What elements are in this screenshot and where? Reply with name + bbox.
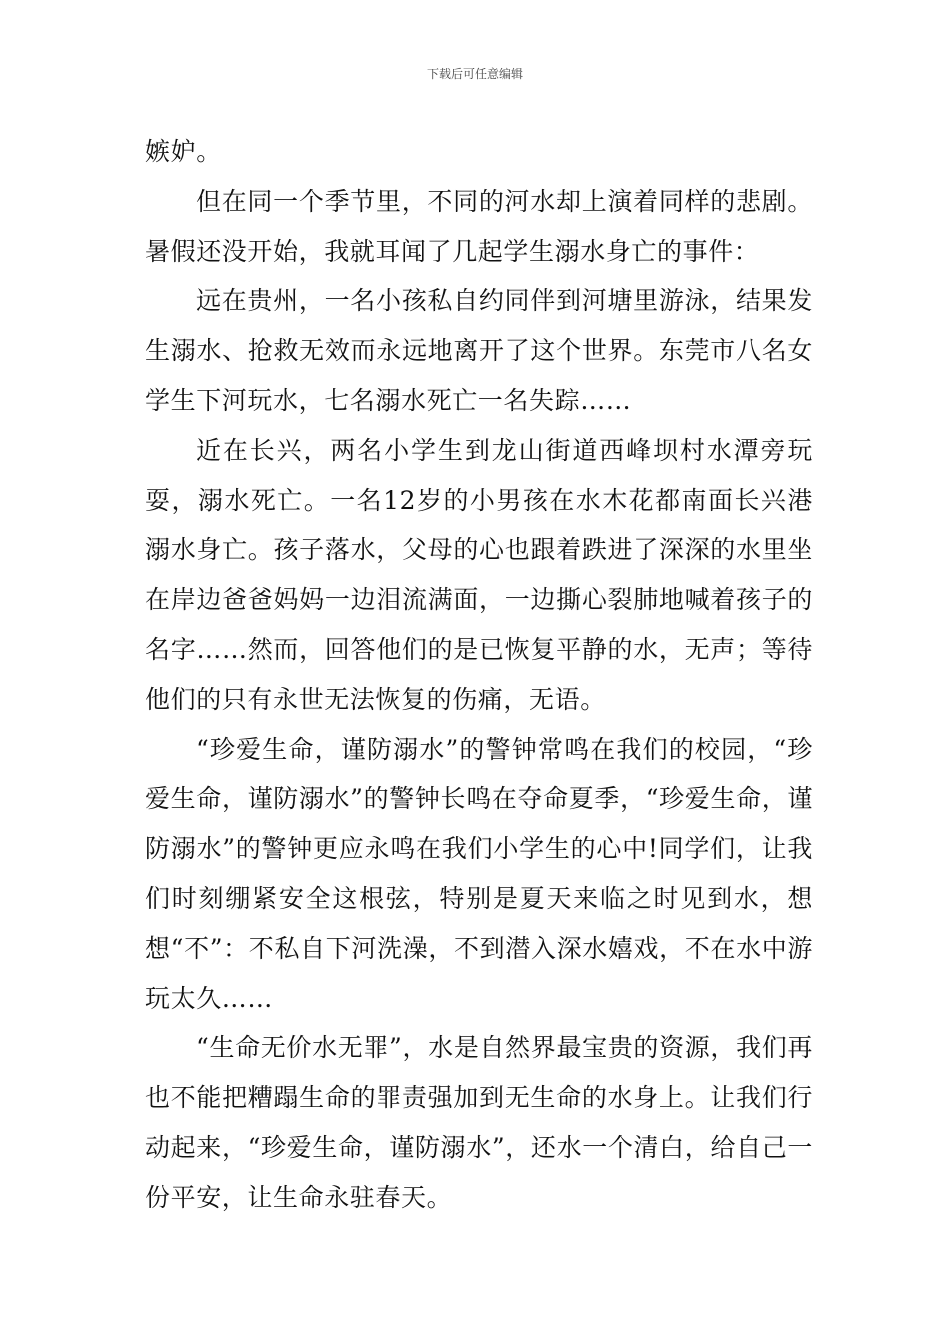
paragraph-guizhou-dongguan: 远在贵州，一名小孩私自约同伴到河塘里游泳，结果发生溺水、抢救无效而永远地离开了这个世界。东莞市八名女学生下河玩水，七名溺水死亡一名失踪…… <box>145 286 813 415</box>
paragraph-conclusion: “生命无价水无罪”，水是自然界最宝贵的资源，我们再也不能把糟蹋生命的罪责强加到无生命的水身上。让我们行动起来，“珍爱生命，谨防溺水”，还水一个清白，给自己一份平安，让生命永驻春天。 <box>145 1033 813 1212</box>
document-body <box>145 127 813 1223</box>
paragraph-continuation: 嫉妒。 <box>145 137 222 166</box>
paragraph-tragedy-intro: 但在同一个季节里，不同的河水却上演着同样的悲剧。暑假还没开始，我就耳闻了几起学生溺水身亡的事件： <box>145 186 813 266</box>
paragraph-warning: “珍爱生命，谨防溺水”的警钟常鸣在我们的校园，“珍爱生命，谨防溺水”的警钟长鸣在夺命夏季，“珍爱生命，谨防溺水”的警钟更应永鸣在我们小学生的心中!同学们，让我们时刻绷紧安全这根弦，特别是夏天来临之时见到水，想想“不”：不私自下河洗澡，不到潜入深水嬉戏，不在水中游玩太久…… <box>145 734 813 1013</box>
page-header: 下载后可任意编辑 <box>426 67 523 81</box>
paragraph-changxing: 近在长兴，两名小学生到龙山街道西峰坝村水潭旁玩耍，溺水死亡。一名12岁的小男孩在水木花都南面长兴港溺水身亡。孩子落水，父母的心也跟着跌进了深深的水里坐在岸边爸爸妈妈一边泪流满面，一边撕心裂肺地喊着孩子的名字……然而，回答他们的是已恢复平静的水，无声；等待他们的只有永世无法恢复的伤痛，无语。 <box>145 435 813 714</box>
